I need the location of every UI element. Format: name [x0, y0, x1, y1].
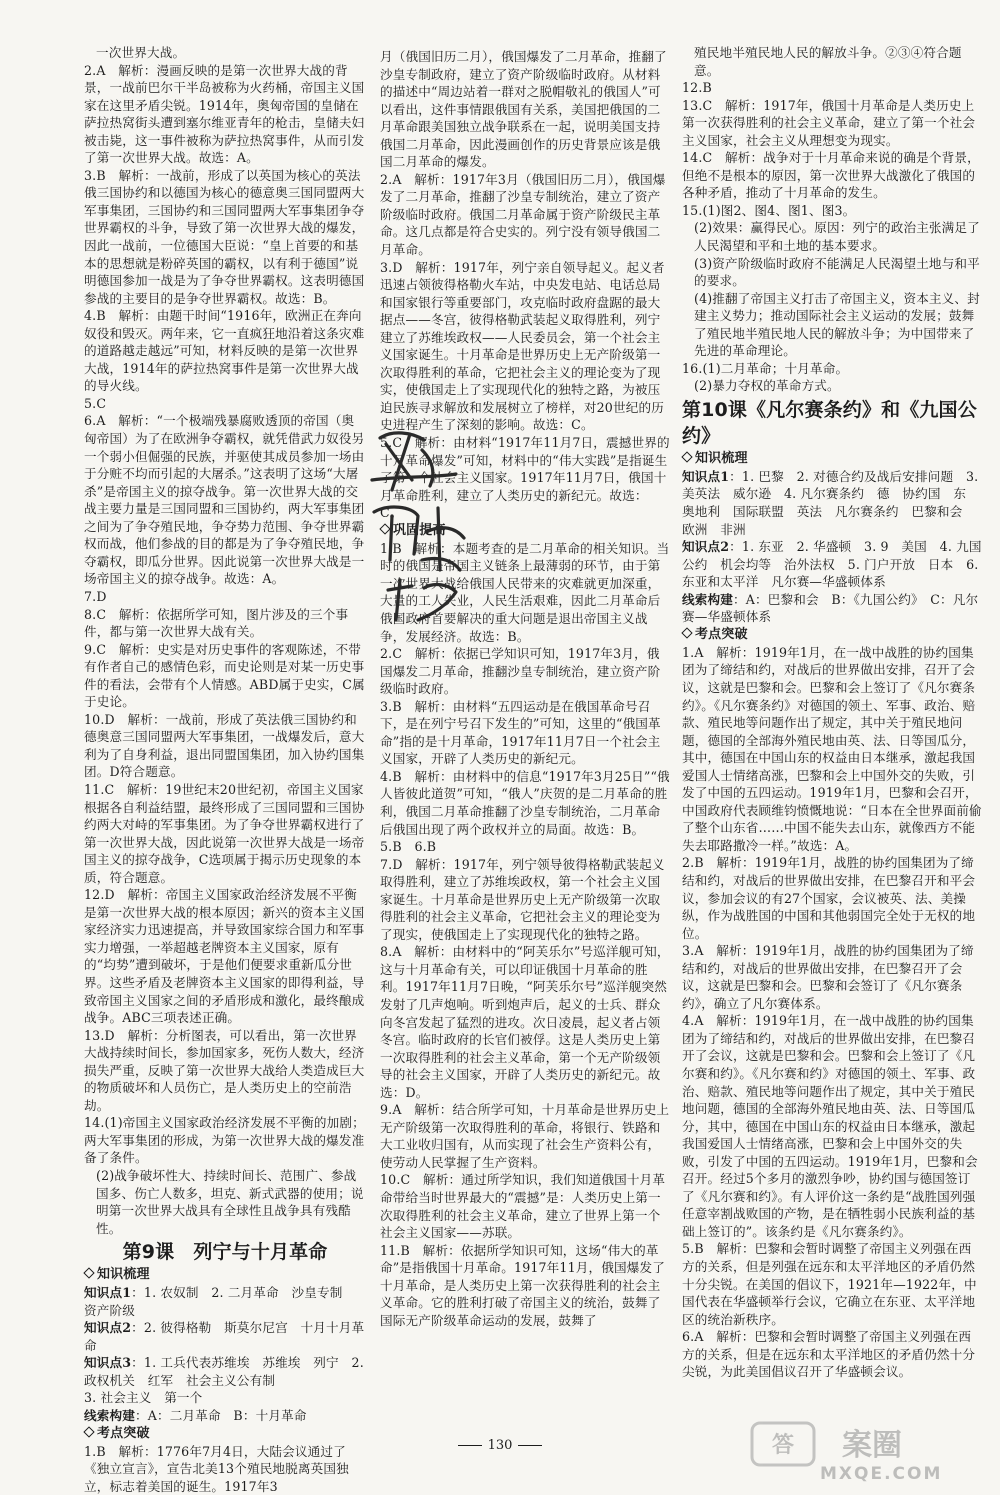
svg-text:答: 答: [771, 1433, 795, 1458]
answer-paragraph: 3. 社会主义 第一个: [84, 1390, 203, 1406]
answer-paragraph: 知识点3：1. 工兵代表苏维埃 苏维埃 列宁 2. 政权机关 红军 社会主义公有制: [84, 1355, 364, 1388]
answer-paragraph: 3.B 解析：一战前，形成了以英国为核心的英法俄三国协约和以德国为核心的德意奥三国同盟两大军事集团，三国协约和三国同盟两大军事集团争夺世界霸权的斗争，导致了第一次世界大战的爆发，因此一战前，一位德国大臣说：“皇上首要的和基本的思想就是粉碎英国的霸权，以有利于德国”说明德国参加一战是为了争夺世界霸权。这表明德国参战的主要目的是争夺世界霸权。故选：B。: [84, 167, 365, 306]
answer-paragraph: (2)效果：赢得民心。原因：列宁的政治主张满足了人民渴望和平和土地的基本要求。: [694, 220, 980, 254]
answer-paragraph: 2.A 解析：漫画反映的是第一次世界大战的背景，一战前巴尔干半岛被称为火药桶，帝国主义国家在这里矛盾尖锐。1914年，奥匈帝国的皇储在萨拉热窝街头遭到塞尔维亚青年的枪击，皇储夫妇被击毙，这一事件被称为萨拉热窝事件，从而引发了第一次世界大战。故选：A。: [84, 62, 365, 166]
diamond-bullet-icon: [84, 1268, 95, 1279]
middle-column: [380, 48, 670, 1329]
section-heading: [682, 450, 982, 468]
answer-paragraph: (4)推翻了帝国主义打击了帝国主义，资本主义、封建主义势力；推动国际社会主义运动的发展；鼓舞了殖民地半殖民地人民的解放斗争；为中国带来了先进的革命理论。: [694, 290, 980, 359]
svg-text:MXQE.COM: MXQE.COM: [820, 1464, 943, 1484]
answer-paragraph: 16.(1)二月革命；十月革命。: [682, 360, 849, 376]
section-heading: [682, 626, 982, 644]
answer-paragraph: 1.B 解析：1776年7月4日，大陆会议通过了《独立宣言》，宣告北美13个殖民地脱离英国独立，标志着美国的诞生。1917年3: [84, 1443, 349, 1494]
answer-paragraph: 7.D 解析：1917年，列宁领导彼得格勒武装起义取得胜利，建立了苏维埃政权，第一个社会主义国家诞生。十月革命是世界历史上无产阶级第一次取得胜利的社会主义革命，它把社会主义的理论变为了现实，使俄国走上了实现现代化的独特之路。: [380, 856, 665, 942]
diamond-bullet-icon: [380, 524, 391, 535]
diamond-bullet-icon: [682, 452, 693, 463]
page-number: [0, 1438, 1000, 1453]
lesson-heading: 第10课《凡尔赛条约》和《九国公约》: [682, 398, 977, 447]
answer-paragraph: 5.B 解析：巴黎和会暂时调整了帝国主义列强在西方的关系，但是列强在远东和太平洋地区的矛盾仍然十分尖锐。在美国的倡议下，1921年—1922年，中国代表在华盛顿举行会议，它确立在东亚、太平洋地区的统治新秩序。: [682, 1241, 977, 1327]
answer-paragraph: 知识点2：1. 东亚 2. 华盛顿 3. 9 美国 4. 九国公约 机会均等 治外法权 5. 门户开放 日本 6. 东亚和太平洋 凡尔赛—华盛顿体系: [682, 539, 982, 590]
answer-paragraph: 2.C 解析：依据已学知识可知，1917年3月，俄国爆发二月革命，推翻沙皇专制统治，建立资产阶级临时政府。: [380, 646, 661, 697]
answer-paragraph: (3)资产阶级临时政府不能满足人民渴望土地与和平的要求。: [694, 255, 980, 289]
knowledge-label: 知识点1: [84, 1285, 132, 1301]
left-column: [84, 44, 366, 1495]
knowledge-label: 知识点1: [682, 468, 730, 484]
answer-paragraph: 12.D 解析：帝国主义国家政治经济发展不平衡是第一次世界大战的根本原因；新兴的资本主义国家经济实力迅速提高，并导致国家综合国力和军事实力增强，一举超越老牌资本主义国家，原有的“均势”遭到破坏，于是他们便要求重新瓜分世界。这些矛盾及老牌资本主义国家的即得利益，导致帝国主义国家之间的矛盾形成和激化，最终酿成战争。ABC三项表述正确。: [84, 887, 365, 1026]
answer-paragraph: 4.A 解析：1919年1月，在一战中战胜的协约国集团为了缔结和约，对战后的世界做出安排，在巴黎召开了会议，这就是巴黎和会。巴黎和会上签订了《凡尔赛和约》。《凡尔赛和约》对德国的领土、军事、政治、赔款、殖民地等问题作出了规定，其中关于殖民地问题，德国的全部海外殖民地由英、法、日等国瓜分，其中，德国在中国山东的权益由日本继承，激起我国爱国人士情绪高涨，巴黎和会上中国外交的失败，引发了中国的五四运动。1919年1月，巴黎和会召开。经过5个多月的激烈争吵，协约国与德国签订了《凡尔赛和约》。有人评价这一条约是“战胜国列强任意宰割战败国的产物，是在牺牲弱小民族利益的基础上签订的”。该条约是《凡尔赛条约》。: [682, 1013, 978, 1239]
answer-paragraph: 8.C 解析：依据所学可知，图片涉及的三个事件，都与第一次世界大战有关。: [84, 606, 349, 640]
knowledge-label: 知识点2: [84, 1320, 132, 1336]
section-heading-text: 知识梳理: [695, 450, 748, 466]
answer-paragraph: 7.D: [84, 588, 107, 604]
answer-paragraph: 9.C 解析：史实是对历史事件的客观陈述，不带有作者自己的感情色彩，而史论则是对某一历史事件的看法，会带有个人情感。ABD属于史实，C属于史论。: [84, 641, 365, 710]
diamond-bullet-icon: [84, 1427, 95, 1438]
answer-paragraph: 6.A 解析：巴黎和会暂时调整了帝国主义列强在西方的关系，但是在远东和太平洋地区的矛盾仍然十分尖锐，为此美国倡议召开了华盛顿会议。: [682, 1329, 976, 1380]
section-heading: [84, 1266, 366, 1284]
answer-paragraph: 1.B 解析：本题考查的是二月革命的相关知识。当时的俄国是帝国主义链条上最薄弱的环节，由于第一次世界大战给俄国人民带来的灾难就更加深重，大量的工人失业，人民生活艰难，因此二月革命后俄国政府首要解决的重大问题是退出帝国主义战争，发展经济。故选：B。: [380, 540, 670, 644]
answer-paragraph: 11.B 解析：依据所学知识可知，这场“伟大的革命”是指俄国十月革命。1917年11月，俄国爆发了十月革命，是人类历史上第一次获得胜利的社会主义革命。它的胜利打破了帝国主义的统治，鼓舞了国际无产阶级革命运动的发展，鼓舞了: [380, 1242, 665, 1328]
answer-paragraph: (2)战争破坏性大、持续时间长、范围广、参战国多、伤亡人数多，坦克、新式武器的使用；说明第一次世界大战具有全球性且战争具有残酷性。: [96, 1168, 364, 1236]
answer-paragraph: 4.B 解析：由材料中的信息“1917年3月25日”“俄人皆彼此道贺”可知，“俄人”庆贺的是二月革命的胜利，俄国二月革命推翻了沙皇专制统治，二月革命后俄国出现了两个政权并立的局面。故选：B。: [380, 768, 670, 837]
svg-text:案圈: 案圈: [842, 1428, 902, 1463]
answer-paragraph: 9.A 解析：结合所学可知，十月革命是世界历史上无产阶级第一次取得胜利的革命，将银行、铁路和大工业收归国有，从而实现了社会生产资料公有，使劳动人民掌握了生产资料。: [380, 1102, 670, 1170]
answer-paragraph: 12.B: [682, 80, 712, 96]
answer-paragraph: 3.A 解析：1919年1月，战胜的协约国集团为了缔结和约，对战后的世界做出安排，在巴黎召开了会议，这就是巴黎和会。巴黎和会签订了《凡尔赛条约》，确立了凡尔赛体系。: [682, 943, 974, 1011]
answer-paragraph: 2.B 解析：1919年1月，战胜的协约国集团为了缔结和约，对战后的世界做出安排，在巴黎召开和平会议，参加会议的有27个国家，会议被英、法、美操纵，作为战胜国的中国和其他弱国完全处于无权的地位。: [682, 855, 976, 941]
answer-paragraph: 5.C: [84, 395, 107, 411]
lesson-heading: 第9课 列宁与十月革命: [122, 1241, 328, 1264]
answer-paragraph: 5.B 6.B: [380, 839, 437, 855]
answer-paragraph: 14.C 解析：战争对于十月革命来说的确是个背景，但绝不是根本的原因，第一次世界大战激化了俄国的各种矛盾，推动了十月革命的发生。: [682, 150, 980, 201]
answer-paragraph: 8.A 解析：由材料中的“阿芙乐尔”号巡洋舰可知，这与十月革命有关，可以印证俄国十月革命的胜利。1917年11月7日晚，“阿芙乐尔号”巡洋舰突然发射了几声炮响。听到炮声后，起义的士兵、群众向冬宫发起了猛烈的进攻。次日凌晨，起义者占领冬宫。临时政府的长官们被俘。这是人类历史上第一次取得胜利的社会主义革命，第一个无产阶级领导的社会主义国家，开辟了人类历史的新纪元。故选：D。: [380, 944, 670, 1100]
section-heading-text: 知识梳理: [97, 1267, 150, 1283]
section-heading-text: 考点突破: [695, 626, 748, 642]
section-heading-text: 巩固提高: [393, 522, 446, 538]
answer-paragraph: 一次世界大战。: [96, 45, 186, 60]
answer-paragraph: 13.D 解析：分析图表，可以看出，第一次世界大战持续时间长，参加国家多，死伤人数大，经济损失严重，反映了第一次世界大战给人类造成巨大的物质破坏和人员伤亡，是人类历史上的空前浩劫。: [84, 1027, 365, 1113]
answer-paragraph: 10.C 解析：通过所学知识，我们知道俄国十月革命带给当时世界最大的“震撼”是：人类历史上第一次取得胜利的社会主义革命，建立了世界上第一个社会主义国家——苏联。: [380, 1172, 666, 1241]
knowledge-label: 知识点2: [682, 539, 730, 555]
answer-paragraph: 10.D 解析：一战前，形成了英法俄三国协约和德奥意三国同盟两大军事集团，一战爆发后，意大利为了自身利益，退出同盟国集团，加入协约国集团。D符合题意。: [84, 711, 365, 780]
answer-paragraph: 3.B 解析：由材料“五四运动是在俄国革命号召下，是在列宁号召下发生的”可知，这里的“俄国革命”指的是十月革命，1917年11月7日一个社会主义国家，开辟了人类历史的新纪元。: [380, 698, 661, 767]
answer-paragraph: 11.C 解析：19世纪末20世纪初，帝国主义国家根据各自利益结盟，最终形成了三国同盟和三国协约两大对峙的军事集团。为了争夺世界霸权进行了第一次世界大战，因此说第一次世界大战是一场帝国主义的掠夺战争，C选项属于揭示历史现象的本质，符合题意。: [84, 781, 365, 885]
answer-paragraph: 知识点1：1. 农奴制 2. 二月革命 沙皇专制 资产阶级: [84, 1285, 356, 1318]
answer-paragraph: 知识点2：2. 彼得格勒 斯莫尔尼宫 十月十月革命: [84, 1320, 365, 1353]
answer-paragraph: 14.(1)帝国主义国家政治经济发展不平衡的加剧；两大军事集团的形成，为第一次世界大战的爆发准备了条件。: [84, 1115, 365, 1166]
answer-paragraph: 线索构建：A：二月革命 B：十月革命: [84, 1408, 307, 1424]
knowledge-label: 线索构建: [84, 1408, 135, 1424]
knowledge-label: 线索构建: [682, 591, 733, 607]
answer-paragraph: 15.(1)图2、图4、图1、图3。: [682, 202, 856, 218]
answer-paragraph: 4.B 解析：由题干时间“1916年，欧洲正在奔向奴役和毁灭。两年来，它一直疯狂地沿着这条灾难的道路越走越远”可知，材料反映的是第一次世界大战，1914年的萨拉热窝事件是第一次世界大战的导火线。: [84, 308, 365, 394]
diamond-bullet-icon: [682, 628, 693, 639]
section-heading-text: 考点突破: [97, 1425, 150, 1441]
section-heading: [380, 522, 670, 540]
answer-paragraph: 月（俄国旧历二月），俄国爆发了二月革命，推翻了沙皇专制政府，建立了资产阶级临时政府。从材料的描述中“周边站着一群对之脱帽敬礼的俄国人”可以看出，这件事情跟俄国有关系，美国把俄国的二月革命跟美国独立战争联系在一起，说明美国支持俄国二月革命，因此漫画创作的历史背景应该是俄国二月革命的爆发。: [380, 49, 667, 170]
answer-paragraph: 5.C 解析：由材料“1917年11月7日，震撼世界的十月革命爆发”可知，材料中的“伟大实践”是指诞生了第一个社会主义国家。1917年11月7日，俄国十月革命胜利，建立了人类历史的新纪元。故选：C。: [380, 435, 670, 521]
answer-paragraph: 知识点1：1. 巴黎 2. 对德合约及战后安排问题 3. 美英法 威尔逊 4. 凡尔赛条约 德 协约国 东 奥地利 国际联盟 英法 凡尔赛条约 巴黎和会 欧洲 非洲: [682, 468, 979, 537]
answer-paragraph: (2)暴力夺权的革命方式。: [694, 378, 840, 394]
answer-paragraph: 1.A 解析：1919年1月，在一战中战胜的协约国集团为了缔结和约，对战后的世界做出安排，召开了会议，这就是巴黎和会。巴黎和会上签订了《凡尔赛条约》。《凡尔赛条约》对德国的领土、军事、政治、赔款、殖民地等问题作出了规定，其中关于殖民地问题，德国的全部海外殖民地由英、法、日等国瓜分，其中，德国在中国山东的权益由日本继承，激起我国爱国人士情绪高涨，巴黎和会上中国外交的失败，引发了中国的五四运动。1919年1月，巴黎和会召开，中国政府代表顾维钧愤慨地说：“日本在全世界面前偷了整个山东省……中国不能失去山东，就像西方不能失去耶路撒冷一样。”故选：A。: [682, 644, 982, 853]
answer-paragraph: 2.A 解析：1917年3月（俄国旧历二月），俄国爆发了二月革命，推翻了沙皇专制统治，建立了资产阶级临时政府。俄国二月革命属于资产阶级民主革命。这几点都是符合史实的。列宁没有领导俄国二月革命。: [380, 171, 666, 258]
page-number-text: 130: [487, 1438, 513, 1453]
knowledge-label: 知识点3: [84, 1355, 132, 1371]
answer-paragraph: 6.A 解析：“一个极端残暴腐败透顶的帝国（奥匈帝国）为了在欧洲争夺霸权，就凭借武力奴役另一个弱小但倔强的民族，并驱使其成员参加一场由于分赃不均而引起的大屠杀。”这表明了这场“大屠杀”是帝国主义的掠夺战争。第一次世界大战的交战主要力量是三国同盟和三国协约，两大军事集团之间为了争夺殖民地，争夺势力范围、争夺世界霸权而战，他们参战的目的都是为了争夺殖民地，争夺霸权，即瓜分世界。因此说第一次世界大战是一场帝国主义的掠夺战争。故选：A。: [84, 413, 365, 587]
answer-paragraph: 殖民地半殖民地人民的解放斗争。②③④符合题意。: [694, 45, 962, 78]
right-column: [682, 44, 982, 1381]
answer-paragraph: 3.D 解析：1917年，列宁亲自领导起义。起义者迅速占领彼得格勒火车站，中央发电站、电话总局和国家银行等重要部门，攻克临时政府盘踞的最大据点——冬宫，彼得格勒武装起义取得胜利，列宁建立了苏维埃政权——人民委员会，第一个社会主义国家诞生。十月革命是世界历史上无产阶级第一次取得胜利的革命，它把社会主义的理论变为了现实，使俄国走上了实现现代化的独特之路，为被压迫民族寻求解放和发展树立了榜样，对20世纪的历史进程产生了深刻的影响。故选：C。: [380, 259, 665, 433]
answer-paragraph: 13.C 解析：1917年，俄国十月革命是人类历史上第一次获得胜利的社会主义革命，建立了第一个社会主义国家，社会主义从理想变为现实。: [682, 97, 976, 148]
answer-paragraph: 线索构建：A：巴黎和会 B：《九国公约》 C：凡尔赛—华盛顿体系: [682, 591, 979, 625]
